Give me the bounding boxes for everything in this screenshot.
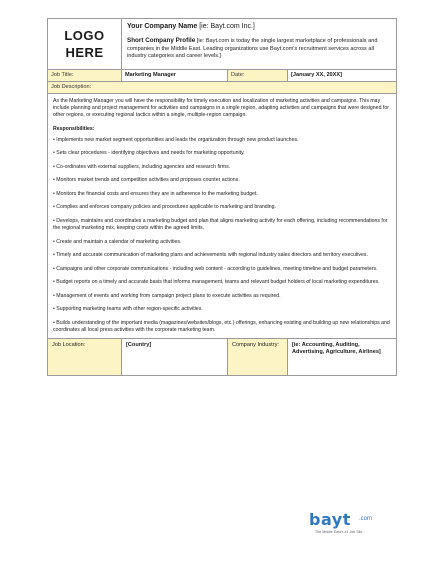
responsibility-item: • Co-ordinates with external suppliers, including agencies and research firms. bbox=[53, 163, 231, 170]
date-value: [January XX, 20XX] bbox=[288, 70, 397, 82]
logo-placeholder bbox=[48, 19, 122, 70]
responsibilities-heading: Responsibilities: bbox=[53, 125, 95, 132]
bayt-tagline: The Middle East's #1 Job Site bbox=[315, 530, 363, 534]
job-title-label: Job Title: bbox=[48, 70, 122, 82]
company-name-label: Your Company Name bbox=[127, 23, 198, 30]
job-description-document bbox=[47, 18, 396, 376]
job-description-label: Job Description: bbox=[48, 82, 397, 94]
company-name-value: [ie: Bayt.com Inc.] bbox=[199, 23, 255, 30]
job-description-table bbox=[47, 18, 397, 376]
company-info-cell bbox=[122, 19, 397, 70]
responsibility-item: • Management of events and working from campaign project plans to execute activities as required. bbox=[53, 292, 281, 299]
bayt-logo-wordmark: bayt bbox=[309, 510, 351, 529]
location-industry-row bbox=[48, 338, 397, 375]
responsibility-item: • Supporting marketing teams with other region-specific activities. bbox=[53, 306, 203, 313]
company-profile-label: Short Company Profile bbox=[127, 37, 196, 45]
responsibility-item: • Monitors the financial costs and ensures they are in adherence to the marketing budget. bbox=[53, 190, 258, 197]
responsibility-item: • Create and maintain a calendar of marketing activities. bbox=[53, 238, 182, 245]
logo-text-line1: LOGO bbox=[64, 28, 105, 43]
bayt-logo bbox=[309, 510, 399, 540]
responsibility-item: • Implements new market segment opportunities and leads the organization through new product launches. bbox=[53, 136, 299, 143]
company-name bbox=[127, 23, 391, 30]
job-description-body bbox=[48, 94, 397, 339]
bayt-logo-suffix: .com bbox=[359, 516, 373, 522]
job-description-body-row bbox=[48, 94, 397, 339]
responsibility-item: • Campaigns and other corporate communications - including web content - according to guidelines, meeting timeline and budget parameters. bbox=[53, 265, 378, 272]
responsibility-item: • Timely and accurate communication of marketing plans and achievements with regional industry sales directors and territory executives. bbox=[53, 252, 368, 259]
job-description-label-row bbox=[48, 82, 397, 94]
header-row bbox=[48, 19, 397, 70]
responsibility-item: • Monitors market trends and competition activities and proposes counter actions. bbox=[53, 177, 240, 184]
company-profile-value: [ie: Bayt.com is today the single largest marketplace of professionals and companies in the Middle East. Leading organizations use Bayt.com's recruitment services across all industry categories and career levels.] bbox=[127, 38, 378, 60]
responsibility-item: • Sets clear procedures - identifying objectives and needs for marketing opportunity. bbox=[53, 150, 245, 157]
logo-text-line2: HERE bbox=[65, 45, 104, 60]
responsibility-item: • Builds understanding of the important media (magazines/websites/blogs, etc.) offerings, enhancing existing and building up new relationships and coordinates all local press activities with the corporate marketing team. bbox=[53, 319, 390, 333]
job-title-row bbox=[48, 70, 397, 82]
job-intro: As the Marketing Manager you will have the responsibility for timely execution and localization of marketing activities and campaigns. This may include planning and project management for activities and campaigns in a single region, adapting activities and campaigns that were designed for other regions, or executing regional tactics within a single, multiple-region campaign. bbox=[53, 98, 389, 119]
responsibility-item: • Budget reports on a timely and accurate basis that informs management, teams and relevant budget holders of local marketing expenditures. bbox=[53, 279, 380, 286]
responsibility-item: • Develops, maintains and coordinates a marketing budget and plan that aligns marketing activity for each offering, including recommendations for the regional marketing mix, keeping costs within the agreed limits. bbox=[53, 217, 388, 232]
responsibility-item: • Complies and enforces company policies and procedures applicable to marketing and branding. bbox=[53, 204, 276, 211]
job-location-label: Job Location: bbox=[48, 338, 122, 375]
date-label: Date: bbox=[228, 70, 288, 82]
job-location-value: [Country] bbox=[122, 338, 228, 375]
company-profile bbox=[127, 37, 391, 60]
company-industry-value: [ie: Accounting, Auditing, Advertising, Agriculture, Airlines] bbox=[288, 338, 397, 375]
job-title-value: Marketing Manager bbox=[122, 70, 228, 82]
company-industry-label: Company Industry: bbox=[228, 338, 288, 375]
